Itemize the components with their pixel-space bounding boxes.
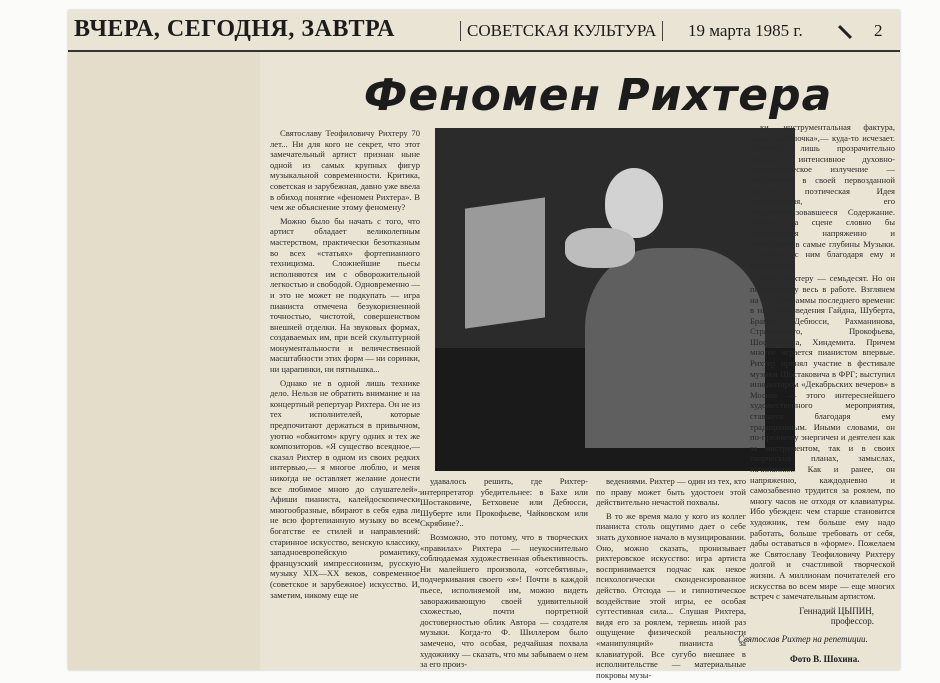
paragraph: удавалось решить, где Рихтер-интерпретатор убедительнее: в Бахе или Шостаковиче, Бетховене или Дебюсси, Шуберте или Прокофьеве, Чайковском или Скрябине?..: [420, 476, 588, 529]
paragraph: ки, инструментальная фактура, ткань, «оболочка»,— куда-то исчезает. Остается лишь прозрачительно сильное, интенсивное духовно-психологическое излучение — обнаженная в своей первозданной чистоте поэтическая Идея произведения, его откристаллизовавшееся Содержание. Артист на сцене словно бы вглядывается напряженно и пристально в самые глубины Музыки. А вместе с ним благодаря ему и слушатели...: [750, 122, 895, 270]
author-title: профессор.: [830, 616, 874, 626]
photo-credit: Фото В. Шохина.: [790, 654, 860, 664]
diamond-ornament-icon: [838, 25, 852, 39]
pianist-hands: [565, 228, 635, 268]
article-headline: Феномен Рихтера: [363, 70, 833, 121]
paragraph: Итак, Рихтеру — семьдесят. Но он по-прежнему весь в работе. Взглянем на его программы последнего времени: в них произведения Гайдна, Шуберта, Брамса, Дебюсси, Рахманинова, Стравинского, Прокофьева, Шостаковича, Хиндемита. Причем многое играется пианистом впервые. Рихтер принял участие в фестивале музыки Шостаковича в ФРГ; выступил инициатором «Декабрьских вечеров» в Москве — этого интереснейшего художественного мероприятия, ставшего благодаря ему традиционным. Иными словами, он по-прежнему энергичен и деятелен как за инструментом, так и в своих творческих планах, замыслах, начинаниях. Как и ранее, он напряженно, каждодневно и самозабвенно трудится за роялем, по многу часов не отходя от клавиатуры. Ибо убежден: чем старше становится художник, тем больше ему надо работать, больше требовать от себя, дабы оставаться в «форме». Пожелаем же Святославу Теофиловичу Рихтеру долгой и счастливой творческой жизни. А миллионам почитателей его искусства во всем мире — еще многих встреч с замечательным артистом.: [750, 273, 895, 602]
paragraph: ведениями. Рихтер — один из тех, кто по праву может быть удостоен этой действительно нечастой похвалы.: [596, 476, 746, 508]
paragraph: Святославу Теофиловичу Рихтеру 70 лет... Ни для кого не секрет, что этот замечательный артист признан ныне одной из самых крупных фигур музыкальной современности. Критика, советская и зарубежная, давно уже ввела в обиход понятие «феномен Рихтера». В чем же объяснение этому феномену?: [270, 128, 420, 213]
column-middle-2: [596, 476, 746, 683]
column-left: [270, 128, 420, 603]
paragraph: В то же время мало у кого из коллег пианиста столь ощутимо дает о себе знать духовное начало в музицировании. Оно, можно сказать, пронизывает рихтеровское искусство: игра артиста воспринимается подчас как некое психологически сконденсированное действо. Отсюда — и гипнотическое воздействие этой игры, ее особая суггестивная сила... Слушая Рихтера, видя его за роялем, теряешь иной раз ощущение физической реальности «манипуляций» пианиста за клавиатурой. Все сугубо внешнее в исполнительстве — материальные покровы музы-: [596, 510, 746, 680]
author-signature: [764, 606, 874, 626]
blank-margin: [68, 52, 260, 670]
paragraph: Можно было бы начать с того, что артист обладает великолепным мастерством, практически безотказным во всех «статьях» фортепианного техницизма. Сложнейшие пьесы исполняются им с обворожительной легкостью и свободой. Одновременно — и это не может не подкупать — игра пианиста отмечена безукоризненной точностью, чистотой, совершенством внешней отделки. На звуковых формах, создаваемых им, при всей скульптурной монументальности и величественной масштабности этих форм — ни соринки, ни царапинки, ни пятнышка...: [270, 215, 420, 375]
newspaper-clipping: [68, 10, 900, 680]
pianist-figure: [585, 248, 765, 448]
issue-date: 19 марта 1985 г.: [688, 21, 803, 40]
photo-caption: Святослав Рихтер на репетиции.: [738, 634, 868, 644]
richter-photo: [435, 128, 795, 471]
section-title: ВЧЕРА, СЕГОДНЯ, ЗАВТРА: [74, 16, 395, 42]
newspaper-name: СОВЕТСКАЯ КУЛЬТУРА: [460, 21, 663, 41]
masthead: [68, 10, 900, 52]
music-stand: [465, 197, 545, 328]
column-right: [750, 122, 895, 605]
page-number: 2: [874, 21, 883, 40]
paragraph: Однако не в одной лишь технике дело. Нельзя не обратить внимание и на концертный репертуар Рихтера. Он не из тех исполнителей, которые предпочитают держаться в привычном, уютно «обжитом» кругу одних и тех же композиторов. «Я существо всеядное,— сказал Рихтер в одном из своих редких интервью,— я многое люблю, и меня никогда не оставляет желание донести все любимое мною до слушателей». Афиши пианиста, калейдоскопически многообразные, вбирают в себя едва ли не всю фортепианную музыку во всем богатстве ее стилей и направлений: старинное искусство, венскую классику, западноевропейскую романтику, французский импрессионизм, русскую музыку XIX—XX веков, современное (советское и зарубежное) искусство. И, заметим, никому еще не: [270, 377, 420, 600]
paragraph: Возможно, это потому, что в творческих «правилах» Рихтера — неукоснительно соблюдаемая художественная объективность. Ни малейшего произвола, «отсебятины», подчеркивания своего «я»! Почти в каждой пьесе, исполняемой им, можно видеть завораживающую своей удивительной схожестью, почти портретной достоверностью облик Автора — создателя музыки. Когда-то Ф. Шиллером было замечено, что особая, редчайшая похвала художнику — сказать, что мы забываем о нем за его произ-: [420, 531, 588, 670]
column-middle: [420, 476, 588, 673]
author-name: Геннадий ЦЫПИН,: [799, 606, 874, 616]
